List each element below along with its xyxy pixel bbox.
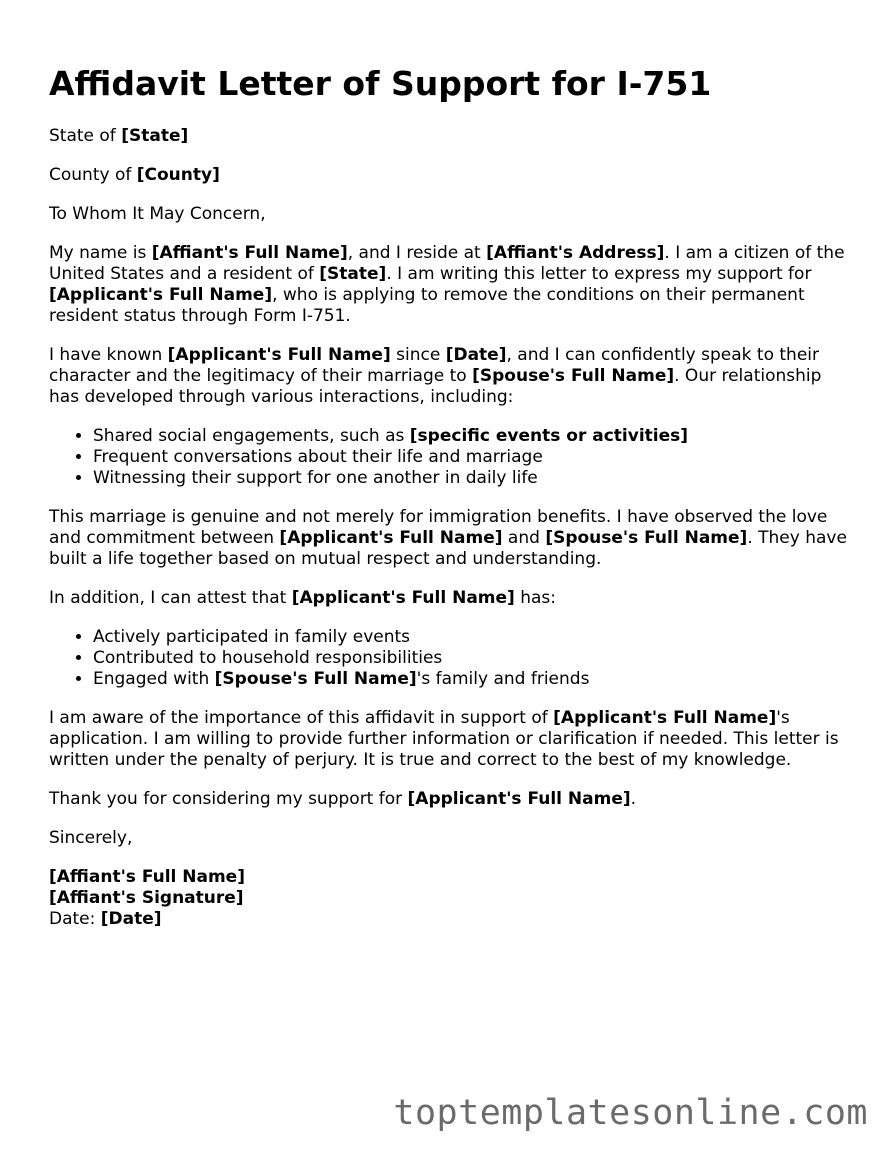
attestations-list <box>49 627 849 690</box>
letter-body <box>49 62 849 930</box>
state-line: State of [State] <box>49 126 189 146</box>
paragraph-intro: My name is [Affiant's Full Name], and I reside at [Affiant's Address]. I am a citizen of the United States and a resident of [State]. I am writing this letter to express my support for [Applicant's Full Name], who is applying to remove the conditions on their permanent resident status through Form I-751. <box>49 243 845 326</box>
watermark: toptemplatesonline.com <box>393 1093 868 1133</box>
interactions-list <box>49 426 849 489</box>
affiant-signature: [Affiant's Signature] <box>49 888 244 908</box>
list-item: • Shared social engagements, such as [specific events or activities] <box>93 426 849 447</box>
salutation: To Whom It May Concern, <box>49 204 266 224</box>
list-item: • Engaged with [Spouse's Full Name]'s family and friends <box>93 669 849 690</box>
signature-date: Date: [Date] <box>49 909 162 929</box>
list-item: • Contributed to household responsibilities <box>93 648 849 669</box>
affiant-name: [Affiant's Full Name] <box>49 867 245 887</box>
list-item: • Actively participated in family events <box>93 627 849 648</box>
paragraph-relationship: I have known [Applicant's Full Name] since [Date], and I can confidently speak to their character and the legitimacy of their marriage to [Spouse's Full Name]. Our relationship has developed through various interactions, including: <box>49 345 822 407</box>
paragraph-thanks: Thank you for considering my support for [Applicant's Full Name]. <box>49 789 637 809</box>
signature-block <box>49 867 849 930</box>
county-placeholder: [County] <box>136 165 220 185</box>
list-item: • Witnessing their support for one another in daily life <box>93 468 849 489</box>
state-placeholder: [State] <box>121 126 189 146</box>
paragraph-genuine-marriage: This marriage is genuine and not merely for immigration benefits. I have observed the love and commitment between [Applicant's Full Name] and [Spouse's Full Name]. They have built a life together based on mutual respect and understanding. <box>49 507 847 569</box>
paragraph-perjury: I am aware of the importance of this affidavit in support of [Applicant's Full Name]'s application. I am willing to provide further information or clarification if needed. This letter is written under the penalty of perjury. It is true and correct to the best of my knowledge. <box>49 708 839 770</box>
paragraph-attest: In addition, I can attest that [Applicant's Full Name] has: <box>49 588 556 608</box>
county-line: County of [County] <box>49 165 220 185</box>
page-title: Affidavit Letter of Support for I-751 <box>49 64 712 103</box>
list-item: • Frequent conversations about their life and marriage <box>93 447 849 468</box>
closing: Sincerely, <box>49 828 133 848</box>
